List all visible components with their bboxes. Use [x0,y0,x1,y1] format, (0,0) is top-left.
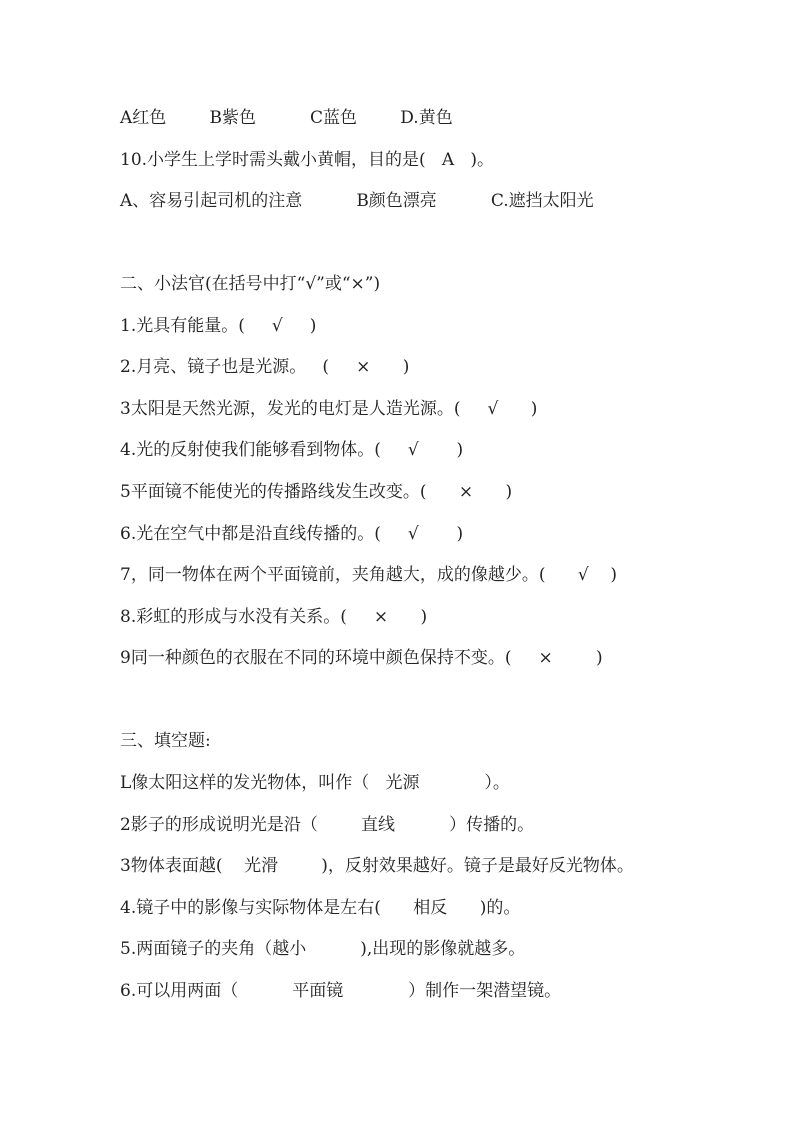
s2-item-2: 2.月亮、镜子也是光源。 ( × ) [120,357,410,377]
s3-item-1: L像太阳这样的发光物体，叫作（ 光源 ）。 [120,773,510,793]
section2-title: 二、小法官(在括号中打“√”或“×”) [120,274,381,294]
q10-question: 10.小学生上学时需头戴小黄帽，目的是( A )。 [120,150,494,170]
s2-item-5: 5平面镜不能使光的传播路线发生改变。( × ) [120,482,513,502]
s2-item-4: 4.光的反射使我们能够看到物体。( √ ) [120,440,464,460]
s2-item-1: 1.光具有能量。( √ ) [120,316,317,336]
section3-title: 三、填空题: [120,731,211,751]
s3-item-2: 2影子的形成说明光是沿（ 直线 ）传播的。 [120,815,535,835]
s2-item-9: 9同一种颜色的衣服在不同的环境中颜色保持不变。( × ) [120,648,603,668]
s2-item-8: 8.彩虹的形成与水没有关系。( × ) [120,607,428,627]
q9-options: A红色 B紫色 C蓝色 D.黄色 [120,108,453,128]
s2-item-7: 7，同一物体在两个平面镜前，夹角越大，成的像越少。( √ ) [120,565,617,585]
s3-item-3: 3物体表面越( 光滑 )，反射效果越好。镜子是最好反光物体。 [120,856,634,876]
s2-item-3: 3太阳是天然光源，发光的电灯是人造光源。( √ ) [120,399,538,419]
s3-item-6: 6.可以用两面（ 平面镜 ）制作一架潜望镜。 [120,981,562,1001]
s3-item-5: 5.两面镜子的夹角（越小 ),出现的影像就越多。 [120,939,526,959]
s3-item-4: 4.镜子中的影像与实际物体是左右( 相反 )的。 [120,898,521,918]
q10-options: A、容易引起司机的注意 B颜色漂亮 C.遮挡太阳光 [120,191,594,211]
s2-item-6: 6.光在空气中都是沿直线传播的。( √ ) [120,524,464,544]
